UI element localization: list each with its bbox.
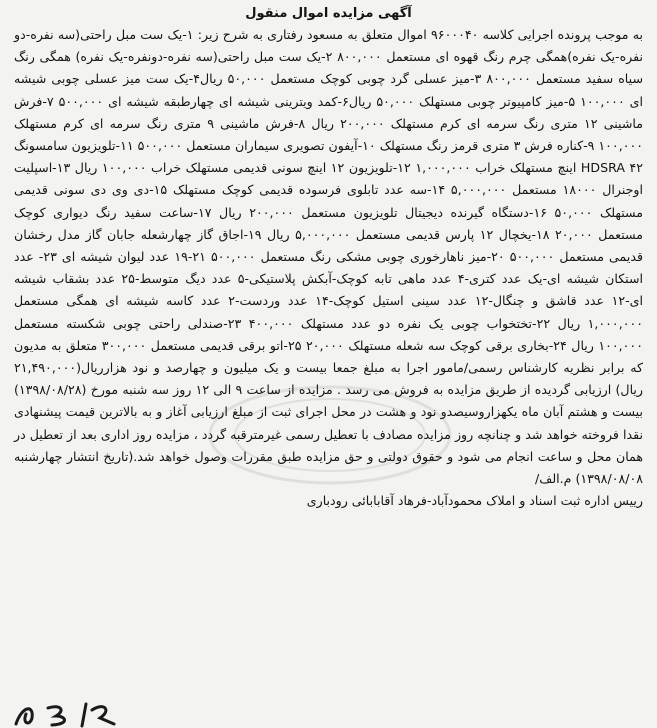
signature-line: رییس اداره ثبت اسناد و املاک محمودآباد-فرهاد آقابابائی رودباری — [306, 493, 643, 509]
notice-body: به موجب پرونده اجرایی کلاسه ۹۶۰۰۰۴۰ اموال متعلق به مسعود رفتاری به شرح زیر: ۱-یک ست مبل راحتی(سه نفره-دو نفره-یک نفره)همگی چرم رنگ قهوه ای مستعمل ۸۰۰,۰۰۰ ۲-یک ست مبل راحتی(سه نفره-دونفره-یک نفره) همگی رنگ سیاه سفید مستعمل ۸۰۰,۰۰۰ ۳-میز عسلی گرد چوبی کوچک مستعمل ۵۰,۰۰۰ ریال۴-یک ست میز عسلی چوبی شیشه ای ۱۰۰,۰۰۰ ۵-میز کامپیوتر چوبی مستهلک ۵۰,۰۰۰ ریال۶-کمد ویترینی شیشه ای چهارطبقه شیشه ای ۵۰۰,۰۰۰ ۷-فرش ماشینی ۱۲ متری رنگ سرمه ای کرم مستهلک ۲۰۰,۰۰۰ ریال ۸-فرش ماشینی ۹ متری رنگ سرمه ای کرم مستهلک ۱۰۰,۰۰۰ ۹-کناره فرش ۳ متری قرمز رنگ مستهلک ۱۰-آیفون تصویری سیماران مستعمل ۵۰۰,۰۰۰ ۱۱-تلویزیون سامسونگ HDSRA ۴۲ اینچ مستهلک خراب ۱,۰۰۰,۰۰۰ ۱۲-تلویزیون ۱۲ اینچ سونی قدیمی مستهلک خراب ۱۰۰,۰۰۰ ریال ۱۳-اسپلیت اوجنرال ۱۸۰۰۰ مستعمل ۵,۰۰۰,۰۰۰ ۱۴-سه عدد تابلوی فرسوده قدیمی کوچک مستهلک ۱۵-دی وی دی سونی قدیمی مستهلک ۵۰,۰۰۰ ۱۶-دستگاه گیرنده دیجیتال تلویزیون مستعمل ۲۰۰,۰۰۰ ریال ۱۷-ساعت سفید رنگ دیواری کوچک مستعمل ۲۰,۰۰۰ ۱۸-یخچال ۱۲ پارس قدیمی مستعمل ۵,۰۰۰,۰۰۰ ریال ۱۹-اجاق گاز چهارشعله جابان گاز مدل رخشان قدیمی مستعمل ۵۰۰,۰۰۰ ۲۰-میز ناهارخوری چوبی مشکی رنگ مستعمل ۵۰۰,۰۰۰ ۲۱-۱۹ عدد لیوان شیشه ای ۲۳- عدد استکان شیشه ای-یک عدد کتری-۴ عدد ماهی تابه کوچک-آبکش پلاستیکی-۵ عدد دیگ متوسط-۲۵ عدد بشقاب شیشه ای-۱۲ عدد قاشق و چنگال-۱۲ عدد سینی استیل کوچک-۱۴ عدد وردست-۲ عدد کاسه شیشه ای همگی مستعمل ۱,۰۰۰,۰۰۰ ریال ۲۲-تختخواب چوبی یک نفره دو عدد مستهلک ۴۰۰,۰۰۰ ۲۳-صندلی راحتی چوبی شکسته مستعمل ۱۰۰,۰۰۰ ریال ۲۴-بخاری برقی کوچک سه شعله مستهلک ۲۰,۰۰۰ ۲۵-اتو برقی قدیمی مستعمل ۳۰۰,۰۰۰ متعلق به مدیون که برابر نظریه کارشناس رسمی/مامور اجرا به مبلغ جمعا بیست و یک میلیون و چهارصد و نود هزارریال(۲۱,۴۹۰,۰۰۰ ریال) ارزیابی گردیده از طریق مزایده به فروش می رسد . مزایده از ساعت ۹ الی ۱۲ روز سه شنبه مورخ (۱۳۹۸/۰۸/۲۸) بیست و هشتم آبان ماه یکهزاروسیصدو نود و هشت در محل اجرای ثبت از مبلغ ارزیابی آغاز و به بالاترین قیمت پیشنهادی نقدا فروخته خواهد شد و چنانچه روز مزایده مصادف با تعطیل رسمی غیرمترقبه گردد ، مزایده روز اداری بعد از تعطیل در همان محل و ساعت انجام می شود و حقوق دولتی و حق مزایده طبق مقررات وصول خواهد شد.(تاریخ انتشار چهارشنبه ۱۳۹۸/۰۸/۰۸) م.الف/ — [14, 27, 644, 487]
notice-title: آگهی مزایده اموال منقول — [245, 6, 412, 21]
handwritten-number-stamp — [8, 698, 136, 728]
